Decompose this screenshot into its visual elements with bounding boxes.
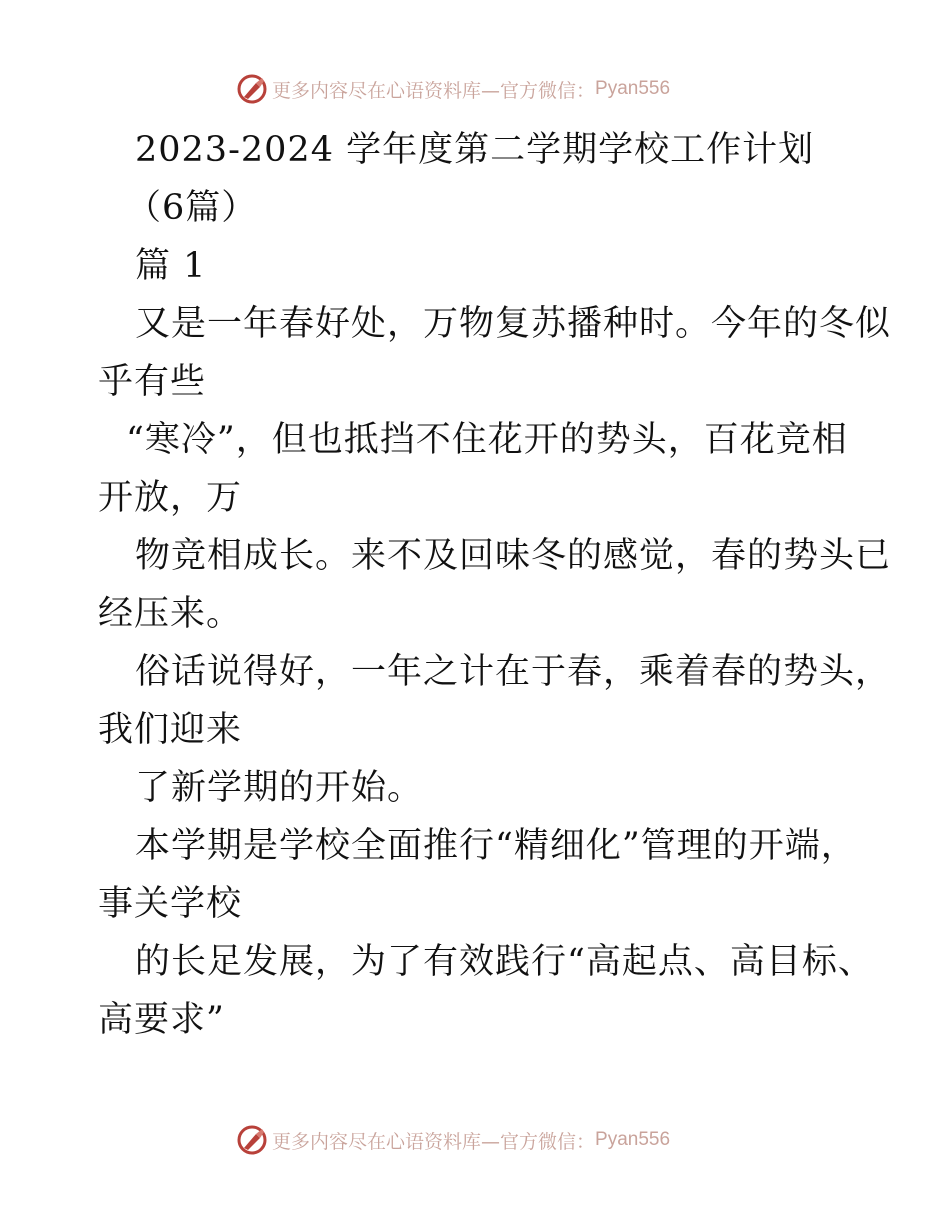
paragraph-line: 乎有些 bbox=[98, 362, 207, 402]
pen-nib-logo-icon bbox=[236, 1124, 268, 1156]
footer-banner bbox=[236, 1123, 670, 1157]
section-heading: 篇 1 bbox=[135, 246, 207, 286]
paragraph-line: “寒冷”，但也抵挡不住花开的势头，百花竞相 bbox=[126, 420, 848, 460]
paragraph-line: 事关学校 bbox=[98, 884, 243, 924]
header-banner bbox=[236, 72, 670, 106]
paragraph-line: 我们迎来 bbox=[98, 710, 243, 750]
banner-wechat-id: Pyan556 bbox=[595, 78, 671, 99]
banner-wechat-id: Pyan556 bbox=[595, 1129, 671, 1150]
pen-nib-logo-icon bbox=[236, 73, 268, 105]
document-title-count: （6篇） bbox=[126, 188, 258, 228]
paragraph-line: 的长足发展，为了有效践行“高起点、高目标、 bbox=[135, 942, 874, 982]
paragraph-line: 了新学期的开始。 bbox=[135, 768, 424, 808]
banner-text: 更多内容尽在心语资料库—官方微信： bbox=[272, 79, 596, 102]
paragraph-line: 高要求” bbox=[98, 1000, 225, 1040]
paragraph-line: 物竞相成长。来不及回味冬的感觉，春的势头已 bbox=[135, 536, 892, 576]
banner-text: 更多内容尽在心语资料库—官方微信： bbox=[272, 1130, 596, 1153]
paragraph-line: 俗话说得好，一年之计在于春，乘着春的势头， bbox=[135, 652, 892, 692]
document-title: 2023-2024 学年度第二学期学校工作计划 bbox=[135, 130, 815, 170]
paragraph-line: 又是一年春好处，万物复苏播种时。今年的冬似 bbox=[135, 304, 892, 344]
paragraph-line: 本学期是学校全面推行“精细化”管理的开端， bbox=[135, 826, 857, 866]
paragraph-line: 开放，万 bbox=[98, 478, 243, 518]
paragraph-line: 经压来。 bbox=[98, 594, 243, 634]
